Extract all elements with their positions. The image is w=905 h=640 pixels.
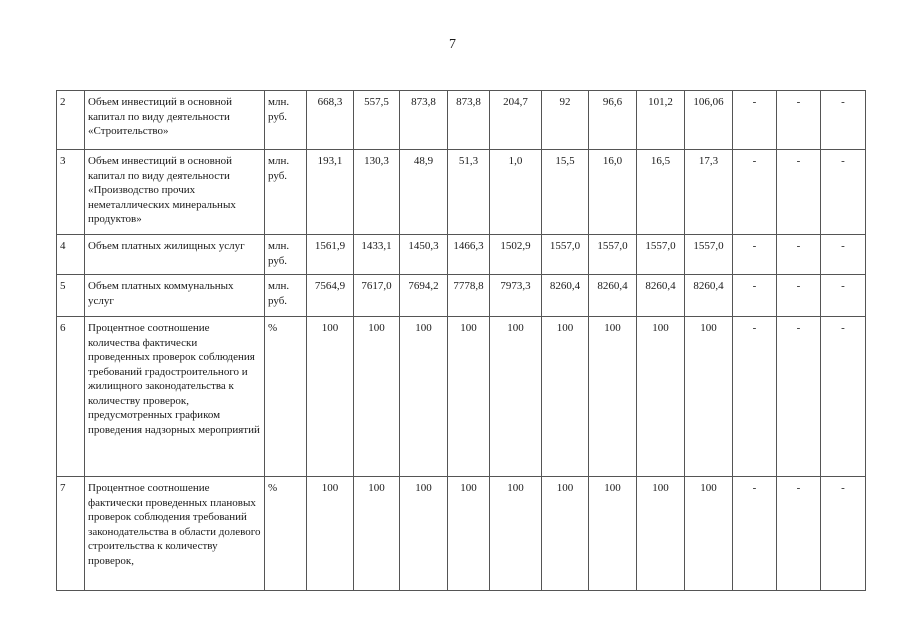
- value-cell: 8260,4: [542, 275, 589, 317]
- dash-cell: -: [821, 150, 866, 235]
- dash-cell: -: [821, 91, 866, 150]
- value-cell: 100: [448, 477, 490, 591]
- dash-cell: -: [733, 150, 777, 235]
- value-cell: 7617,0: [354, 275, 400, 317]
- value-cell: 100: [490, 317, 542, 477]
- value-cell: 100: [542, 317, 589, 477]
- table-row: [57, 317, 866, 477]
- value-cell: 7694,2: [400, 275, 448, 317]
- dash-cell: -: [821, 477, 866, 591]
- dash-cell: -: [733, 477, 777, 591]
- value-cell: 106,06: [685, 91, 733, 150]
- value-cell: 1557,0: [589, 235, 637, 275]
- value-cell: 17,3: [685, 150, 733, 235]
- value-cell: 193,1: [307, 150, 354, 235]
- dash-cell: -: [777, 477, 821, 591]
- row-number: 7: [57, 477, 85, 591]
- dash-cell: -: [777, 275, 821, 317]
- value-cell: 100: [589, 317, 637, 477]
- unit-cell: %: [265, 317, 307, 477]
- dash-cell: -: [821, 317, 866, 477]
- value-cell: 100: [448, 317, 490, 477]
- indicator-name: Объем инвестиций в основной капитал по виду деятельности «Производство прочих неметаллических минеральных продуктов»: [85, 150, 265, 235]
- value-cell: 873,8: [448, 91, 490, 150]
- value-cell: 8260,4: [589, 275, 637, 317]
- row-number: 2: [57, 91, 85, 150]
- value-cell: 100: [542, 477, 589, 591]
- value-cell: 16,5: [637, 150, 685, 235]
- indicator-name: Объем инвестиций в основной капитал по виду деятельности «Строительство»: [85, 91, 265, 150]
- table-row: [57, 235, 866, 275]
- row-number: 4: [57, 235, 85, 275]
- value-cell: 16,0: [589, 150, 637, 235]
- value-cell: 15,5: [542, 150, 589, 235]
- unit-cell: млн. руб.: [265, 91, 307, 150]
- unit-cell: %: [265, 477, 307, 591]
- unit-cell: млн. руб.: [265, 150, 307, 235]
- dash-cell: -: [733, 91, 777, 150]
- table-row: [57, 477, 866, 591]
- value-cell: 557,5: [354, 91, 400, 150]
- table-body: [57, 91, 866, 591]
- value-cell: 7778,8: [448, 275, 490, 317]
- value-cell: 100: [637, 477, 685, 591]
- value-cell: 96,6: [589, 91, 637, 150]
- value-cell: 1466,3: [448, 235, 490, 275]
- value-cell: 1,0: [490, 150, 542, 235]
- value-cell: 1557,0: [637, 235, 685, 275]
- dash-cell: -: [733, 275, 777, 317]
- value-cell: 130,3: [354, 150, 400, 235]
- value-cell: 100: [589, 477, 637, 591]
- value-cell: 100: [685, 317, 733, 477]
- unit-cell: млн. руб.: [265, 235, 307, 275]
- dash-cell: -: [821, 235, 866, 275]
- value-cell: 1502,9: [490, 235, 542, 275]
- page-number: 7: [449, 37, 456, 52]
- value-cell: 1450,3: [400, 235, 448, 275]
- dash-cell: -: [821, 275, 866, 317]
- value-cell: 100: [400, 317, 448, 477]
- row-number: 5: [57, 275, 85, 317]
- value-cell: 100: [307, 317, 354, 477]
- indicator-name: Процентное соотношение количества фактически проведенных проверок соблюдения требований градостроительного и жилищного законодательства к количеству проверок, предусмотренных графиком проведения надзорных мероприятий: [85, 317, 265, 477]
- dash-cell: -: [733, 235, 777, 275]
- row-number: 3: [57, 150, 85, 235]
- dash-cell: -: [777, 91, 821, 150]
- table-row: [57, 150, 866, 235]
- dash-cell: -: [777, 235, 821, 275]
- indicator-name: Процентное соотношение фактически проведенных плановых проверок соблюдения требований законодательства в области долевого строительства к количеству проверок,: [85, 477, 265, 591]
- value-cell: 100: [354, 477, 400, 591]
- value-cell: 1557,0: [685, 235, 733, 275]
- value-cell: 668,3: [307, 91, 354, 150]
- value-cell: 204,7: [490, 91, 542, 150]
- value-cell: 100: [490, 477, 542, 591]
- value-cell: 100: [637, 317, 685, 477]
- indicators-table: [56, 90, 866, 591]
- table-row: [57, 275, 866, 317]
- value-cell: 8260,4: [685, 275, 733, 317]
- value-cell: 51,3: [448, 150, 490, 235]
- value-cell: 48,9: [400, 150, 448, 235]
- value-cell: 100: [354, 317, 400, 477]
- table-row: [57, 91, 866, 150]
- value-cell: 1561,9: [307, 235, 354, 275]
- value-cell: 7973,3: [490, 275, 542, 317]
- row-number: 6: [57, 317, 85, 477]
- indicator-name: Объем платных коммунальных услуг: [85, 275, 265, 317]
- value-cell: 8260,4: [637, 275, 685, 317]
- value-cell: 92: [542, 91, 589, 150]
- value-cell: 101,2: [637, 91, 685, 150]
- value-cell: 1433,1: [354, 235, 400, 275]
- dash-cell: -: [777, 150, 821, 235]
- value-cell: 100: [400, 477, 448, 591]
- value-cell: 7564,9: [307, 275, 354, 317]
- value-cell: 100: [307, 477, 354, 591]
- value-cell: 873,8: [400, 91, 448, 150]
- value-cell: 100: [685, 477, 733, 591]
- value-cell: 1557,0: [542, 235, 589, 275]
- dash-cell: -: [777, 317, 821, 477]
- unit-cell: млн. руб.: [265, 275, 307, 317]
- indicator-name: Объем платных жилищных услуг: [85, 235, 265, 275]
- dash-cell: -: [733, 317, 777, 477]
